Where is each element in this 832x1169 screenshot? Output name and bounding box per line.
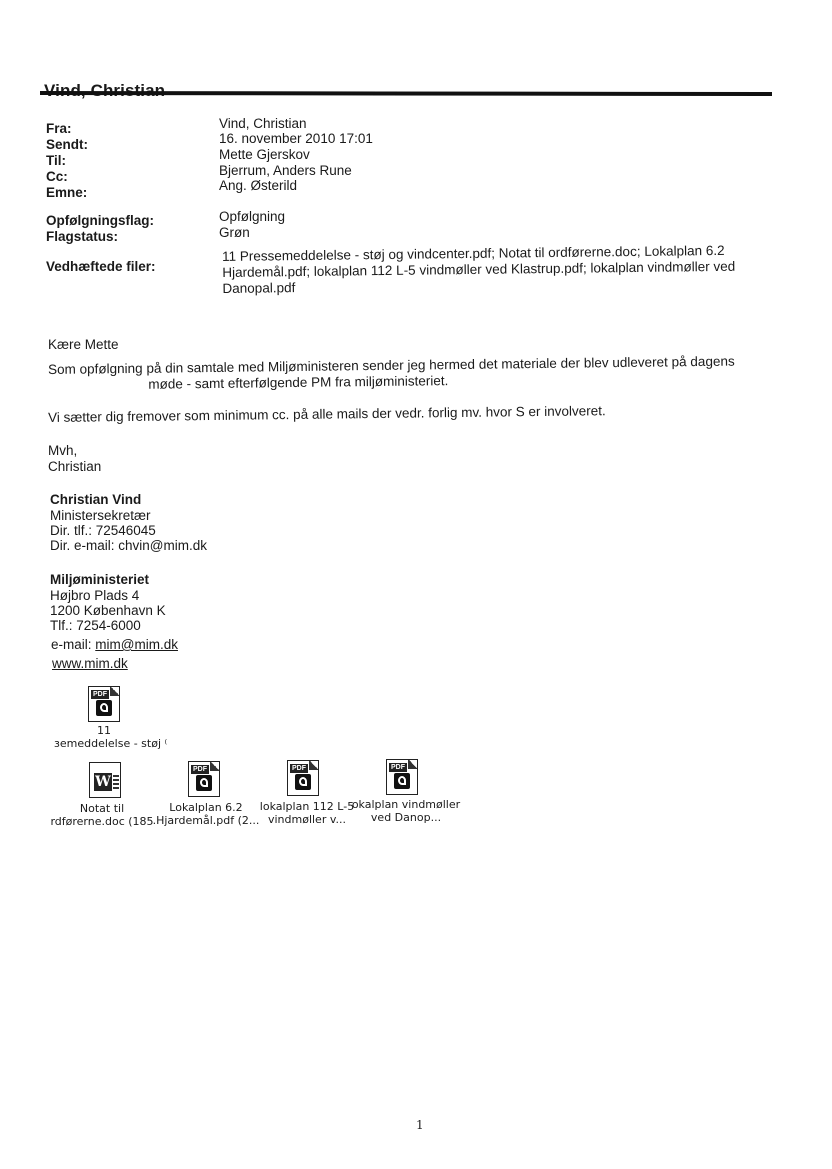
signature-address-1: Højbro Plads 4: [50, 588, 140, 603]
word-glyph: W: [95, 774, 111, 790]
caption-line: rdførerne.doc (185: [50, 815, 154, 828]
attachment-caption: [46, 802, 158, 828]
attachments-line: Danopal.pdf: [222, 280, 296, 296]
from-value: Vind, Christian: [219, 116, 307, 131]
attachment-caption: [150, 801, 262, 827]
acrobat-glyph: [96, 700, 112, 716]
caption-line: ved Danop...: [370, 811, 442, 824]
sent-value: 16. november 2010 17:01: [219, 131, 373, 146]
caption-line: lokalplan 112 L-5: [259, 800, 355, 813]
caption-line: .Hjardemål.pdf (2...: [152, 814, 260, 827]
acrobat-glyph: [295, 774, 311, 790]
website-link[interactable]: www.mim.dk: [52, 656, 128, 671]
attachments-label: Vedhæftede filer:: [46, 259, 156, 274]
cc-value: Bjerrum, Anders Rune: [219, 163, 352, 178]
acrobat-glyph: [394, 773, 410, 789]
attachment-caption: [54, 724, 168, 750]
pdf-tag: PDF: [93, 691, 107, 698]
body-paragraph-1: [48, 353, 788, 394]
acrobat-glyph: [196, 775, 212, 791]
caption-line: Lokalplan 6.2: [169, 801, 243, 814]
flag-status-label: Flagstatus:: [46, 229, 119, 244]
signature-address-2: 1200 København K: [50, 603, 166, 618]
caption-line: vindmøller v...: [267, 813, 346, 826]
signature-email: Dir. e-mail: chvin@mim.dk: [50, 538, 207, 553]
pdf-icon[interactable]: [188, 761, 220, 797]
attachments-list: [222, 242, 763, 297]
closing-name: Christian: [48, 459, 102, 474]
signature-org-phone: Tlf.: 7254-6000: [50, 618, 141, 633]
flag-status-value: Grøn: [219, 225, 250, 240]
followup-flag-value: Opfølgning: [219, 209, 286, 224]
caption-line: ɜemeddelelse - støj ⁽: [54, 737, 168, 750]
greeting: Kære Mette: [48, 337, 119, 352]
attachments-line: Hjardemål.pdf; lokalplan 112 L-5 vindmøller ved Klastrup.pdf; lokalplan vindmøller ved: [222, 258, 736, 280]
to-value: Mette Gjerskov: [219, 147, 310, 162]
pdf-icon[interactable]: [88, 686, 120, 722]
signature-org-email-line: [51, 637, 178, 653]
attachments-line: 11 Pressemeddelelse - støj og vindcenter.pdf; Notat til ordførerne.doc; Lokalplan 6.2: [222, 242, 725, 264]
signature-title: Ministersekretær: [50, 508, 151, 523]
followup-flag-label: Opfølgningsflag:: [46, 213, 154, 228]
body-paragraph-line: Som opfølgning på din samtale med Miljøministeren sender jeg hermed det materiale der blev udleveret på dagens: [48, 353, 735, 377]
subject-value: Ang. Østerild: [219, 178, 298, 193]
signature-phone: Dir. tlf.: 72546045: [50, 523, 156, 538]
subject-label: Emne:: [46, 185, 88, 200]
pdf-icon[interactable]: [386, 759, 418, 795]
pdf-tag: PDF: [391, 764, 405, 771]
body-paragraph-2: Vi sætter dig fremover som minimum cc. på alle mails der vedr. forlig mv. hvor S er involveret.: [48, 403, 606, 425]
pdf-tag: PDF: [193, 766, 207, 773]
word-doc-icon[interactable]: [89, 762, 121, 798]
pdf-tag: PDF: [292, 765, 306, 772]
org-email-link[interactable]: mim@mim.dk: [95, 637, 178, 652]
org-email-prefix: e-mail:: [51, 637, 96, 652]
attachment-caption: [350, 798, 462, 824]
caption-line: Notat til: [79, 802, 125, 815]
body-paragraph-line: møde - samt efterfølgende PM fra miljøministeriet.: [148, 373, 449, 392]
from-label: Fra:: [46, 121, 72, 136]
to-label: Til:: [46, 153, 66, 168]
pdf-icon[interactable]: [287, 760, 319, 796]
caption-line: okalplan vindmøller: [351, 798, 461, 811]
signature-name: Christian Vind: [50, 492, 142, 507]
closing: Mvh,: [48, 443, 78, 458]
attachment-caption: [252, 800, 362, 826]
cc-label: Cc:: [46, 169, 68, 184]
signature-org: Miljøministeriet: [50, 572, 150, 587]
caption-line: 11: [97, 724, 111, 737]
sent-label: Sendt:: [46, 137, 88, 152]
page-number: 1: [416, 1118, 424, 1132]
